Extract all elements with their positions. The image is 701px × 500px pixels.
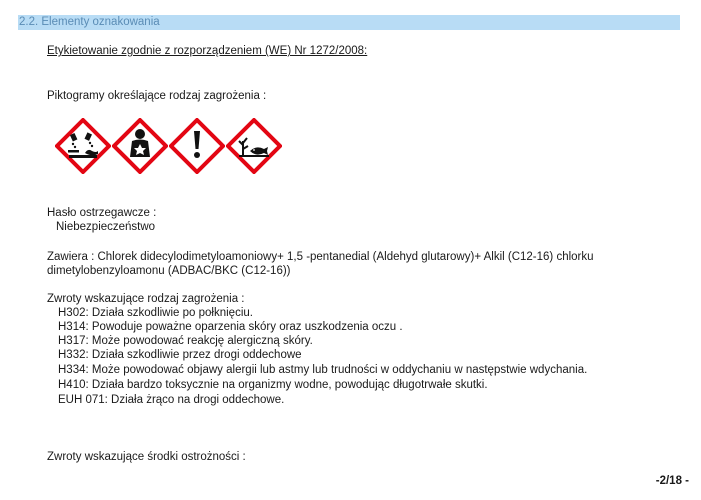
contains-line-2: dimetylobenzyloamonu (ADBAC/BKC (C12-16)): [47, 265, 291, 277]
hazard-statement: H334: Może powodować objawy alergii lub astmy lub trudności w oddychaniu w następstwie wdychania.: [58, 364, 588, 376]
section-header: 2.2. Elementy oznakowania: [18, 15, 680, 30]
hazard-statements-heading: Zwroty wskazujące rodzaj zagrożenia :: [47, 293, 245, 305]
corrosion-icon: [55, 118, 111, 174]
signal-word: Niebezpieczeństwo: [56, 221, 156, 233]
hazard-statement: H332: Działa szkodliwie przez drogi oddechowe: [58, 349, 302, 361]
labelling-heading: Etykietowanie zgodnie z rozporządzeniem (WE) Nr 1272/2008:: [47, 45, 368, 57]
hazard-statement: H410: Działa bardzo toksycznie na organizmy wodne, powodując długotrwałe skutki.: [58, 379, 488, 391]
signal-word-label: Hasło ostrzegawcze :: [47, 207, 157, 219]
contains-line-1: Zawiera : Chlorek didecylodimetyloamoniowy+ 1,5 -pentanedial (Aldehyd glutarowy)+ Alkil (C12-16) chlorku: [47, 251, 594, 263]
hazard-statement: EUH 071: Działa żrąco na drogi oddechowe.: [58, 394, 285, 406]
hazard-statement: H302: Działa szkodliwie po połknięciu.: [58, 307, 253, 319]
exclamation-mark-icon: [169, 118, 225, 174]
page-number: -2/18 -: [655, 475, 689, 487]
precautionary-statements-heading: Zwroty wskazujące środki ostrożności :: [47, 451, 246, 463]
health-hazard-icon: [112, 118, 168, 174]
hazard-statement: H317: Może powodować reakcję alergiczną skóry.: [58, 335, 313, 347]
environment-icon: [226, 118, 282, 174]
hazard-statement: H314: Powoduje poważne oparzenia skóry oraz uszkodzenia oczu .: [58, 321, 403, 333]
pictograms-heading: Piktogramy określające rodzaj zagrożenia :: [47, 90, 267, 102]
